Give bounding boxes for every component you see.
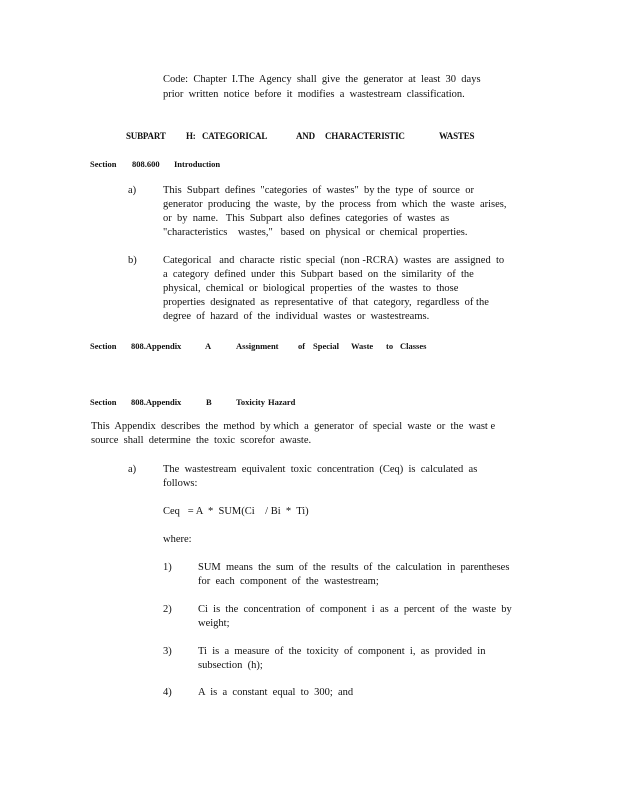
definition-line: subsection (h); [198, 660, 263, 671]
intro-line-1: Code: Chapter I.The Agency shall give the generator at least 30 days [163, 74, 481, 85]
subpart-heading-word: H: [186, 131, 196, 141]
subpart-heading-word: CATEGORICAL [202, 131, 268, 141]
appendix-title-word: Assignment [236, 341, 279, 351]
appendix-title-word: Waste [351, 341, 374, 351]
subpart-heading-word: SUBPART [126, 131, 166, 141]
definition-line: Ti is a measure of the toxicity of component i, as provided in [198, 646, 486, 657]
item-line: or by name. This Subpart also defines categories of wastes as [163, 213, 450, 224]
subpart-heading-word: CHARACTERISTIC [325, 131, 405, 141]
item-line: generator producing the waste, by the process from which the waste arises, [163, 199, 507, 210]
item-line: Categorical and characte ristic special (non -RCRA) wastes are assigned to [163, 255, 505, 266]
section-number: 808.Appendix [131, 341, 182, 351]
intro-line-2: prior written notice before it modifies a wastestream classification. [163, 89, 465, 100]
item-line: physical, chemical or biological properties of the wastes to those [163, 283, 459, 294]
item-marker: a) [128, 464, 137, 475]
section-number: 808.Appendix [131, 397, 182, 407]
item-marker: 2) [163, 604, 172, 615]
appendix-title-word: Classes [400, 341, 427, 351]
appendix-title-word: Special [313, 341, 339, 351]
appendix-letter: A [205, 341, 212, 351]
subpart-heading-word: WASTES [439, 131, 475, 141]
item-marker: 4) [163, 687, 172, 698]
appendix-title-word: Toxicity [236, 397, 265, 407]
appendix-title-word: of [298, 341, 306, 351]
item-line: "characteristics wastes," based on physical or chemical properties. [163, 227, 468, 238]
section-number: 808.600 [132, 159, 160, 169]
appendix-title-word: to [386, 341, 394, 351]
intro-line-1: This Appendix describes the method by which a generator of special waste or the wast e [91, 421, 496, 432]
item-line: degree of hazard of the individual wastes or wastestreams. [163, 311, 430, 322]
item-marker: 1) [163, 562, 172, 573]
definition-line: Ci is the concentration of component i as a percent of the waste by [198, 604, 512, 615]
intro-line-2: source shall determine the toxic scorefor awaste. [91, 435, 312, 446]
item-line: follows: [163, 478, 198, 489]
formula: Ceq = A * SUM(Ci / Bi * Ti) [163, 506, 309, 517]
item-marker: 3) [163, 646, 172, 657]
definition-line: SUM means the sum of the results of the calculation in parentheses [198, 562, 510, 573]
definition-line: for each component of the wastestream; [198, 576, 379, 587]
item-line: This Subpart defines "categories of wastes" by the type of source or [163, 185, 474, 196]
item-line: The wastestream equivalent toxic concentration (Ceq) is calculated as [163, 464, 478, 475]
where-label: where: [163, 534, 192, 545]
section-label: Section [90, 397, 117, 407]
appendix-letter: B [206, 397, 212, 407]
section-label: Section [90, 159, 117, 169]
item-marker: b) [128, 255, 137, 266]
definition-line: weight; [198, 618, 230, 629]
item-line: properties designated as representative of that category, regardless of the [163, 297, 489, 308]
definition-line: A is a constant equal to 300; and [198, 687, 354, 698]
item-marker: a) [128, 185, 137, 196]
section-title: Introduction [174, 159, 221, 169]
subpart-heading-word: AND [296, 131, 315, 141]
item-line: a category defined under this Subpart based on the similarity of the [163, 269, 474, 280]
appendix-title-word: Hazard [268, 397, 296, 407]
section-label: Section [90, 341, 117, 351]
